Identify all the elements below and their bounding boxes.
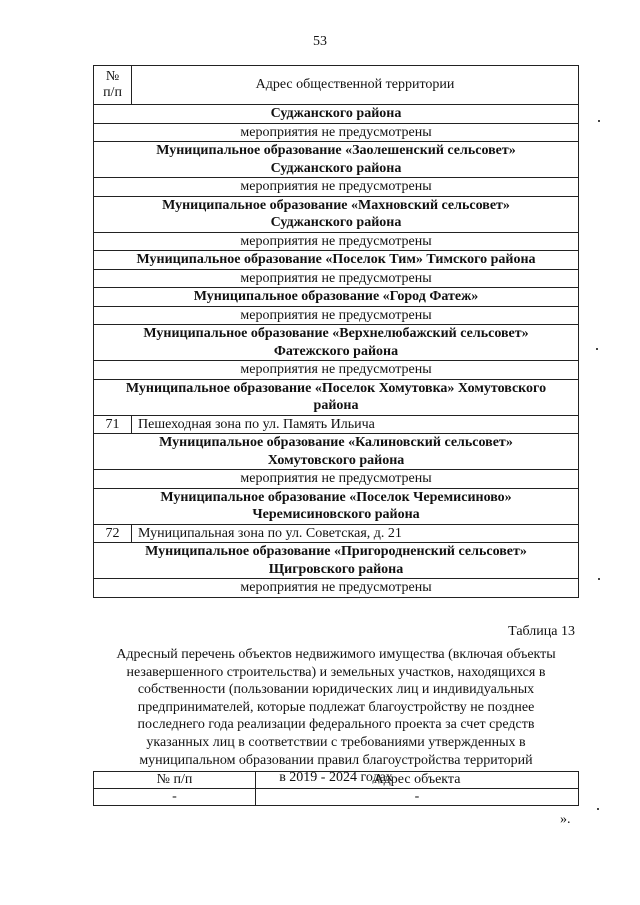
no-measures-row bbox=[94, 361, 579, 380]
closing-quote: ». bbox=[560, 812, 571, 827]
scan-speck bbox=[598, 578, 600, 580]
no-measures-row bbox=[94, 269, 579, 288]
territory-item-row bbox=[94, 415, 579, 434]
municipality-name: Муниципальное образование «Пригородненский сельсовет» Щигровского района bbox=[94, 543, 579, 579]
scan-speck bbox=[598, 120, 600, 122]
title-line: собственности (пользовании юридических лиц и индивидуальных bbox=[137, 682, 535, 698]
no-measures-note: мероприятия не предусмотрены bbox=[94, 470, 579, 489]
objects-header-row bbox=[94, 772, 579, 789]
territory-item-number: 71 bbox=[94, 415, 132, 434]
public-territories-table bbox=[93, 65, 579, 598]
no-measures-row bbox=[94, 306, 579, 325]
no-measures-note: мероприятия не предусмотрены bbox=[94, 306, 579, 325]
municipality-name: Муниципальное образование «Калиновский сельсовет» Хомутовского района bbox=[94, 434, 579, 470]
territory-item-address: Муниципальная зона по ул. Советская, д. 21 bbox=[132, 524, 579, 543]
title-line: указанных лиц в соответствии с требованиями утвержденных в bbox=[146, 734, 526, 750]
object-number: - bbox=[94, 789, 256, 806]
no-measures-row bbox=[94, 579, 579, 598]
table-header-row bbox=[94, 66, 579, 105]
municipality-row bbox=[94, 251, 579, 270]
real-estate-objects-table bbox=[93, 771, 579, 806]
scan-speck bbox=[597, 808, 599, 810]
objects-header-address: Адрес объекта bbox=[256, 772, 579, 789]
objects-header-number: № п/п bbox=[94, 772, 256, 789]
municipality-row bbox=[94, 142, 579, 178]
municipality-name: Муниципальное образование «Поселок Хомутовка» Хомутовского района bbox=[94, 379, 579, 415]
municipality-row bbox=[94, 105, 579, 124]
page-number: 53 bbox=[313, 34, 327, 49]
municipality-name: Муниципальное образование «Заолешенский сельсовет» Суджанского района bbox=[94, 142, 579, 178]
title-line: Адресный перечень объектов недвижимого имущества (включая объекты bbox=[116, 647, 556, 662]
title-line: незавершенного строительства) и земельных участков, находящихся в bbox=[126, 664, 546, 680]
no-measures-note: мероприятия не предусмотрены bbox=[94, 579, 579, 598]
no-measures-note: мероприятия не предусмотрены bbox=[94, 232, 579, 251]
title-line: последнего года реализации федерального проекта за счет средств bbox=[137, 717, 535, 733]
municipality-name: Муниципальное образование «Поселок Черемисиново» Черемисиновского района bbox=[94, 488, 579, 524]
no-measures-note: мероприятия не предусмотрены bbox=[94, 123, 579, 142]
territory-item-row bbox=[94, 524, 579, 543]
title-line: в 2019 - 2024 годах bbox=[279, 770, 393, 786]
scan-speck bbox=[596, 348, 598, 350]
municipality-row bbox=[94, 196, 579, 232]
municipality-row bbox=[94, 434, 579, 470]
header-number: № п/п bbox=[94, 66, 132, 105]
municipality-row bbox=[94, 288, 579, 307]
no-measures-note: мероприятия не предусмотрены bbox=[94, 361, 579, 380]
title-line: муниципальном образовании правил благоустройства территорий bbox=[139, 752, 533, 768]
municipality-name: Муниципальное образование «Город Фатеж» bbox=[94, 288, 579, 307]
no-measures-row bbox=[94, 178, 579, 197]
municipality-name: Муниципальное образование «Верхнелюбажский сельсовет» Фатежского района bbox=[94, 325, 579, 361]
territory-item-number: 72 bbox=[94, 524, 132, 543]
no-measures-note: мероприятия не предусмотрены bbox=[94, 178, 579, 197]
object-address: - bbox=[256, 789, 579, 806]
header-address: Адрес общественной территории bbox=[132, 66, 579, 105]
no-measures-row bbox=[94, 232, 579, 251]
municipality-name: Муниципальное образование «Поселок Тим» Тимского района bbox=[94, 251, 579, 270]
table-title bbox=[93, 646, 579, 787]
real-estate-objects-body bbox=[94, 772, 579, 806]
table-caption: Таблица 13 bbox=[508, 624, 575, 639]
title-line: предпринимателей, которые подлежат благоустройству не позднее bbox=[137, 699, 535, 715]
territory-item-address: Пешеходная зона по ул. Память Ильича bbox=[132, 415, 579, 434]
objects-row bbox=[94, 789, 579, 806]
municipality-row bbox=[94, 379, 579, 415]
municipality-name: Суджанского района bbox=[94, 105, 579, 124]
no-measures-row bbox=[94, 123, 579, 142]
municipality-name: Муниципальное образование «Махновский сельсовет» Суджанского района bbox=[94, 196, 579, 232]
no-measures-note: мероприятия не предусмотрены bbox=[94, 269, 579, 288]
municipality-row bbox=[94, 488, 579, 524]
municipality-row bbox=[94, 543, 579, 579]
public-territories-body bbox=[94, 66, 579, 598]
municipality-row bbox=[94, 325, 579, 361]
no-measures-row bbox=[94, 470, 579, 489]
